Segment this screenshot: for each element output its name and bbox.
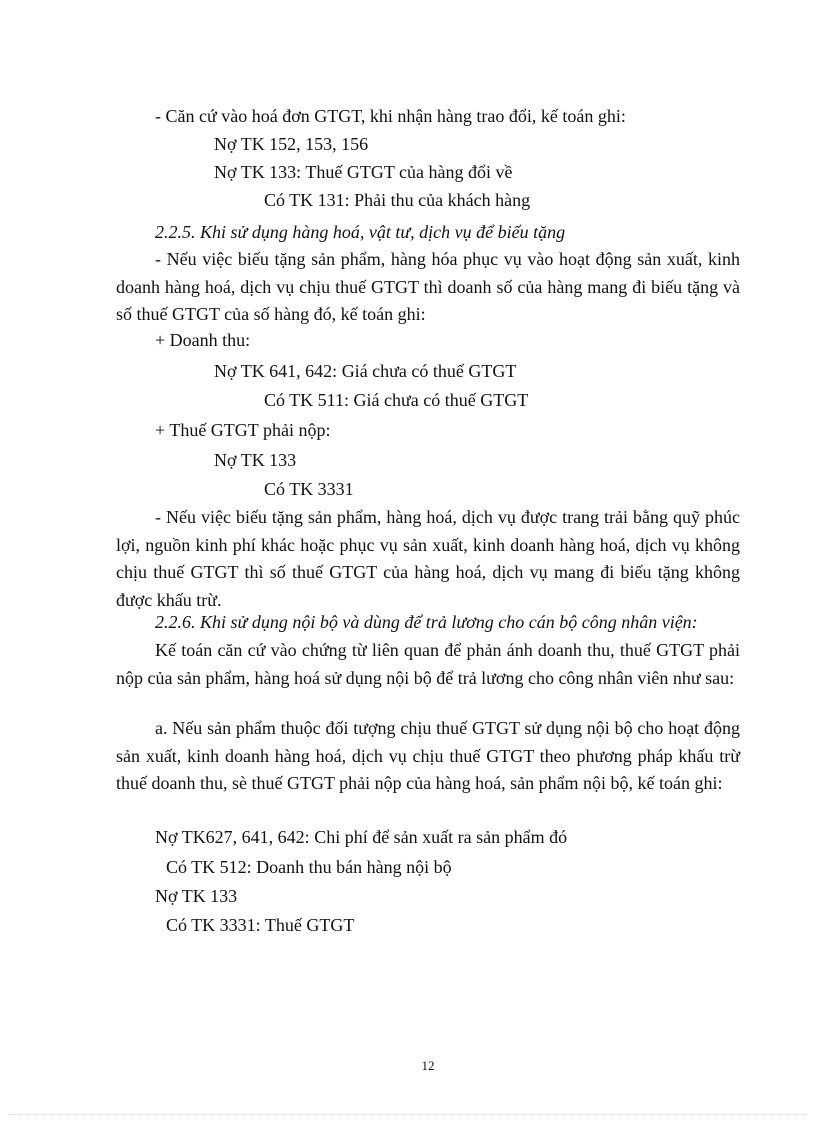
page-bottom-divider [8,1114,808,1115]
text-line: Nợ TK 152, 153, 156 [214,134,369,154]
paragraph: a. Nếu sản phẩm thuộc đối tượng chịu thuế GTGT sử dụng nội bộ cho hoạt động sản xuất, kinh doanh hàng hoá, dịch vụ chịu thuế GTGT theo phương pháp khấu trừ thuế doanh thu, sè thuế GTGT phải nộp của hàng hoá, sản phẩm nội bộ, kế toán ghi: [116,718,740,793]
text-line: Có TK 512: Doanh thu bán hàng nội bộ [166,857,452,877]
text-line: - Căn cứ vào hoá đơn GTGT, khi nhận hàng trao đổi, kế toán ghi: [155,106,626,126]
page-number: 12 [421,1058,435,1073]
paragraph: - Nếu việc biếu tặng sản phẩm, hàng hóa phục vụ vào hoạt động sản xuất, kinh doanh hàng hoá, dịch vụ chịu thuế GTGT thì doanh số của hàng mang đi biếu tặng và số thuế GTGT của số hàng đó, kế toán ghi: [116,249,740,324]
text-line: Nợ TK627, 641, 642: Chi phí để sản xuất ra sản phẩm đó [155,827,568,847]
paragraph: Kế toán căn cứ vào chứng từ liên quan để phản ánh doanh thu, thuế GTGT phải nộp của sản phẩm, hàng hoá sử dụng nội bộ để trả lương cho công nhân viên như sau: [116,640,740,688]
section-heading-2-2-5: 2.2.5. Khi sử dụng hàng hoá, vật tư, dịch vụ để biếu tặng [155,222,566,242]
text-line: Có TK 131: Phải thu của khách hàng [264,190,531,210]
text-line: + Doanh thu: [155,330,251,350]
text-line: Nợ TK 641, 642: Giá chưa có thuế GTGT [214,361,517,381]
text-line: Có TK 3331 [264,479,354,499]
text-line: Nợ TK 133 [214,450,297,470]
text-line: Nợ TK 133 [155,886,238,906]
text-line: + Thuế GTGT phải nộp: [155,420,331,440]
text-line: Có TK 511: Giá chưa có thuế GTGT [264,390,529,410]
section-heading-2-2-6: 2.2.6. Khi sử dụng nội bộ và dùng để trả lương cho cán bộ công nhân viện: [155,612,698,632]
text-line: Nợ TK 133: Thuế GTGT của hàng đổi về [214,162,513,182]
text-line: Có TK 3331: Thuế GTGT [166,915,355,935]
paragraph: - Nếu việc biếu tặng sản phẩm, hàng hoá, dịch vụ được trang trải bằng quỹ phúc lợi, nguồn kinh phí khác hoặc phục vụ sản xuất, kinh doanh hàng hoá, dịch vụ không chịu thuế GTGT thì số thuế GTGT của hàng hoá, dịch vụ mang đi biếu tặng không được khấu trừ. [116,507,740,610]
